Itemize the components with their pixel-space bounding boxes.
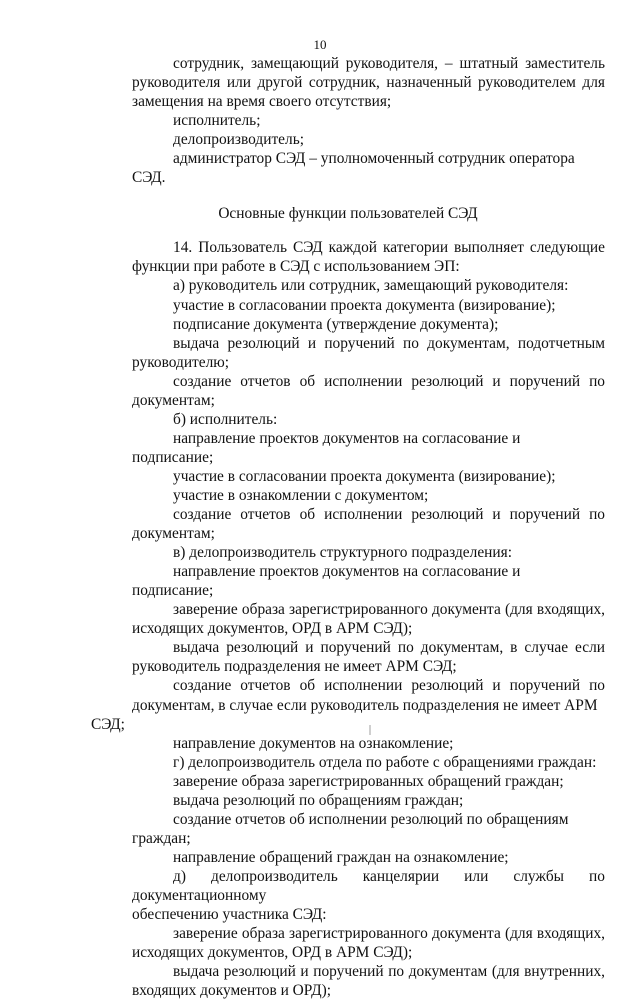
document-body [91, 54, 605, 1000]
text-line: документам; [132, 391, 215, 409]
text-line: исходящих документов, ОРД в АРМ СЭД); [132, 944, 413, 962]
text-line: г) делопроизводитель отдела по работе с обращениями граждан: [173, 753, 597, 771]
function-paragraph [91, 410, 605, 429]
text-line: выдача резолюций и поручений по документам, подотчетным [173, 334, 605, 352]
text-line: создание отчетов об исполнении резолюций и поручений по [173, 506, 605, 524]
text-line: создание отчетов об исполнении резолюций и поручений по [173, 372, 605, 390]
function-paragraph [91, 296, 605, 315]
function-paragraph [91, 372, 605, 410]
text-line: направление документов на ознакомление; [173, 734, 454, 752]
text-line: направление проектов документов на согласование и подписание; [132, 563, 521, 600]
text-line: направление проектов документов на согласование и подписание; [132, 429, 521, 466]
section-heading: Основные функции пользователей СЭД [218, 205, 478, 223]
text-line: руководителю; [132, 353, 230, 371]
text-line: участие в согласовании проекта документа (визирование); [173, 467, 556, 485]
function-paragraph [91, 753, 605, 772]
function-paragraph [91, 791, 605, 810]
text-line: заверение образа зарегистрированного документа (для входящих, [173, 601, 605, 619]
function-paragraph [91, 867, 605, 924]
intro-paragraph [91, 54, 605, 111]
function-paragraph [91, 276, 605, 295]
function-paragraph [91, 638, 605, 676]
text-line: участие в ознакомлении с документом; [173, 486, 429, 504]
text-line: исполнитель; [173, 112, 261, 130]
text-line: входящих документов и ОРД); [132, 982, 332, 1000]
text-line: обеспечению участника СЭД: [132, 906, 327, 924]
text-line: выдача резолюций и поручений по документам, в случае если [173, 639, 605, 657]
text-line: администратор СЭД – уполномоченный сотрудник оператора СЭД. [132, 150, 575, 187]
text-line: замещения на время своего отсутствия; [132, 93, 392, 111]
text-line: заверение образа зарегистрированных обращений граждан; [173, 772, 564, 790]
functions-block [91, 238, 605, 1000]
text-line: документам; [132, 525, 215, 543]
text-line: исходящих документов, ОРД в АРМ СЭД); [132, 620, 413, 638]
function-paragraph [91, 676, 605, 733]
function-paragraph [91, 810, 605, 848]
function-paragraph [91, 772, 605, 791]
text-line: в) делопроизводитель структурного подразделения: [173, 544, 512, 562]
intro-block [91, 54, 605, 187]
text-line: заверение образа зарегистрированного документа (для входящих, [173, 925, 605, 943]
function-paragraph [91, 486, 605, 505]
function-paragraph [91, 315, 605, 334]
text-line: выдача резолюций и поручений по документам (для внутренних, [173, 963, 605, 981]
function-paragraph [91, 334, 605, 372]
page-number: 10 [313, 37, 327, 52]
text-line: создание отчетов об исполнении резолюций по обращениям граждан; [132, 810, 569, 847]
function-paragraph [91, 734, 605, 753]
text-line: направление обращений граждан на ознакомление; [173, 848, 509, 866]
function-paragraph [91, 238, 605, 276]
text-line: б) исполнитель: [173, 410, 278, 428]
text-line: 14. Пользователь СЭД каждой категории выполняет следующие [173, 239, 605, 257]
text-line: функции при работе в СЭД с использованием ЭП: [132, 258, 460, 276]
text-line: д) делопроизводитель канцелярии или службы по документационному [132, 867, 605, 904]
text-line: выдача резолюций по обращениям граждан; [173, 791, 464, 809]
intro-paragraph [91, 111, 605, 130]
scan-mark [369, 725, 371, 735]
function-paragraph [91, 467, 605, 486]
function-paragraph [91, 600, 605, 638]
text-line: подписание документа (утверждение документа); [173, 315, 499, 333]
text-line: руководителя или другой сотрудник, назначенный руководителем для [132, 74, 605, 92]
text-line: а) руководитель или сотрудник, замещающий руководителя: [173, 277, 569, 295]
function-paragraph [91, 505, 605, 543]
text-line: руководитель подразделения не имеет АРМ СЭД; [132, 658, 457, 676]
function-paragraph [91, 924, 605, 962]
function-paragraph [91, 962, 605, 1000]
function-paragraph [91, 848, 605, 867]
function-paragraph [91, 562, 605, 600]
text-line: документам, в случае если руководитель подразделения не имеет АРМ СЭД; [91, 696, 598, 733]
function-paragraph [91, 429, 605, 467]
text-line: делопроизводитель; [173, 131, 304, 149]
text-line: сотрудник, замещающий руководителя, – штатный заместитель [173, 55, 605, 72]
intro-paragraph [91, 149, 605, 187]
intro-paragraph [91, 130, 605, 149]
text-line: создание отчетов об исполнении резолюций и поручений по [173, 677, 605, 695]
text-line: участие в согласовании проекта документа (визирование); [173, 296, 556, 314]
function-paragraph [91, 543, 605, 562]
